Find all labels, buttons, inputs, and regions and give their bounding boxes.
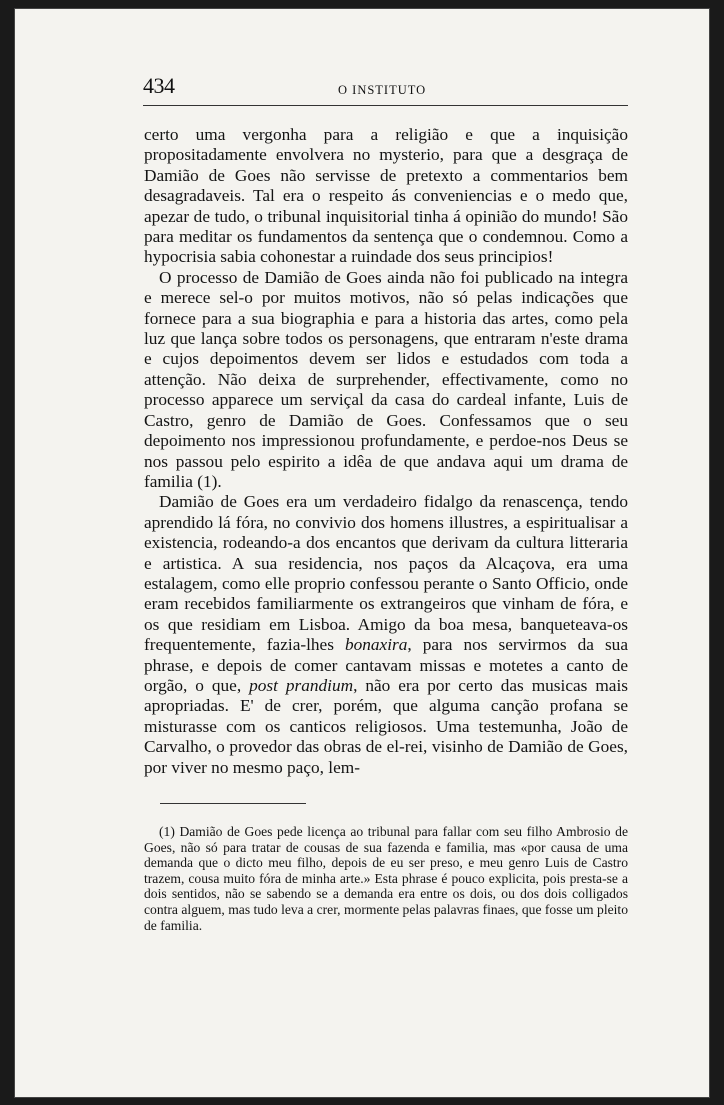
- footnote-rule: [160, 803, 306, 804]
- paragraph-1: certo uma vergonha para a religião e que a inquisição propositadamente envolvera no mysterio, para que a desgraça de Damião de Goes não servisse de pretexto a commentarios bem desagradaveis. Tal era o respeito ás conveniencias e o medo que, apezar de tudo, o tribunal inquisitorial tinha á opinião do mundo! São para meditar os fundamentos da sentença que o condemnou. Como a hypocrisia sabia cohonestar a ruindade dos seus principios!: [144, 125, 628, 267]
- header-rule: [143, 105, 628, 106]
- paragraph-3-part-a: Damião de Goes era um verdadeiro fidalgo da renascença, tendo aprendido lá fóra, no convivio dos homens illustres, a espiritualisar a existencia, rodeando-a dos encantos que derivam da cultura litteraria e artistica. A sua residencia, nos paços da Alcaçova, era uma estalagem, como elle proprio confessou perante o Santo Officio, onde eram recebidos familiarmente os extrangeiros que vinham de fóra, e os que residiam em Lisboa. Amigo da boa mesa, banqueteava-os frequentemente, fazia-lhes: [144, 492, 628, 655]
- footnote: [144, 824, 628, 933]
- page-number: 434: [143, 73, 175, 98]
- paragraph-3-part-c: , não era por certo das musicas mais apropriadas. E' de crer, porém, que alguma canção profana se misturasse com os canticos religiosos. Uma testemunha, João de Carvalho, o provedor das obras de el-rei, visinho de Damião de Goes, por viver no mesmo paço, lem-: [144, 675, 628, 777]
- paragraph-3-part-b: , para nos servirmos da sua phrase, e depois de comer cantavam missas e motetes a canto de orgão, o que,: [144, 635, 628, 695]
- body-text: [144, 125, 628, 778]
- page-header: [143, 73, 628, 101]
- footnote-text: (1) Damião de Goes pede licença ao tribunal para fallar com seu filho Ambrosio de Goes, não só para tratar de cousas de sua fazenda e familia, mas «por causa de uma demanda que o dicto meu filho, depois de eu ser preso, e meu genro Luis de Castro trazem, cousa muito fóra de minha arte.» Esta phrase é pouco explicita, pois presta-se a dois sentidos, não se sabendo se a demanda era entre os dois, ou dos dois colligados contra alguem, mas tudo leva a crer, mormente pelas palavras finaes, que fosse um pleito de familia.: [144, 824, 628, 933]
- italic-bonaxira: bonaxira: [344, 635, 408, 655]
- paragraph-3: [144, 492, 628, 778]
- running-title: O INSTITUTO: [338, 83, 427, 97]
- italic-post-prandium: post prandium: [249, 675, 354, 695]
- paragraph-2: O processo de Damião de Goes ainda não foi publicado na integra e merece sel-o por muitos motivos, não só pelas indicações que fornece para a sua biographia e para a historia das artes, como pela luz que lança sobre todos os personagens, que entraram n'este drama e cujos depoimentos devem ser lidos e estudados com toda a attenção. Não deixa de surprehender, effectivamente, como no processo apparece um serviçal da casa do cardeal infante, Luis de Castro, genro de Damião de Goes. Confessamos que o seu depoimento nos impressionou profundamente, e perdoe-nos Deus se nos passou pelo espirito a idêa de que andava aqui um drama de familia (1).: [144, 267, 628, 491]
